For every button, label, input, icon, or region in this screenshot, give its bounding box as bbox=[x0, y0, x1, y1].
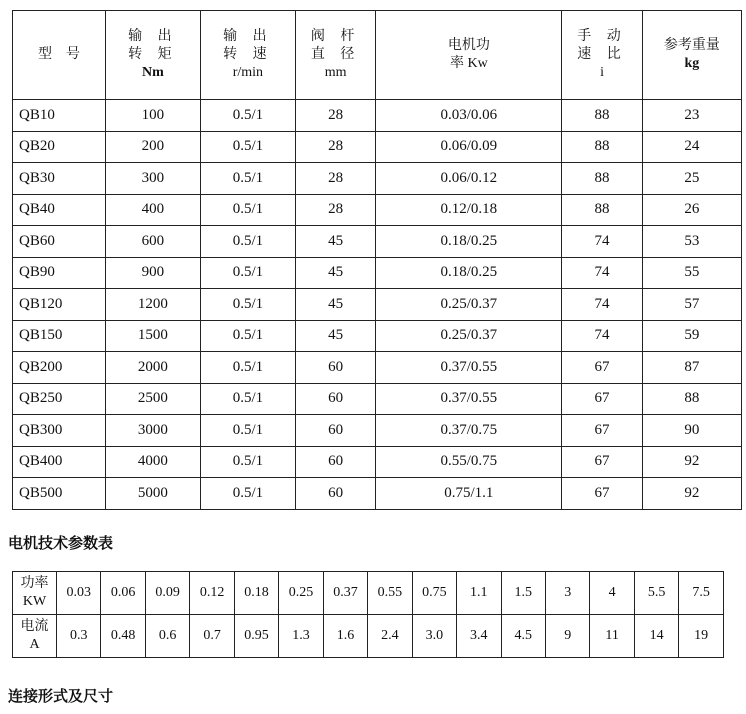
power-value-cell: 0.25 bbox=[279, 572, 323, 615]
cell-torque: 600 bbox=[105, 226, 200, 258]
cell-stem-diameter: 45 bbox=[295, 257, 376, 289]
current-value-cell: 11 bbox=[590, 615, 634, 658]
cell-motor-power: 0.06/0.09 bbox=[376, 131, 562, 163]
current-value-cell: 3.4 bbox=[457, 615, 501, 658]
cell-motor-power: 0.37/0.55 bbox=[376, 383, 562, 415]
power-value-cell: 0.75 bbox=[412, 572, 456, 615]
current-value-cell: 1.3 bbox=[279, 615, 323, 658]
cell-weight: 57 bbox=[642, 289, 741, 321]
cell-torque: 5000 bbox=[105, 478, 200, 510]
cell-model: QB30 bbox=[13, 163, 106, 195]
table-row bbox=[13, 257, 742, 289]
cell-speed: 0.5/1 bbox=[200, 257, 295, 289]
cell-manual-ratio: 67 bbox=[562, 383, 643, 415]
cell-stem-diameter: 60 bbox=[295, 383, 376, 415]
current-value-cell: 2.4 bbox=[368, 615, 412, 658]
cell-stem-diameter: 45 bbox=[295, 289, 376, 321]
cell-speed: 0.5/1 bbox=[200, 383, 295, 415]
motor-params-table bbox=[12, 571, 724, 658]
cell-manual-ratio: 67 bbox=[562, 352, 643, 384]
header-model: 型 号 bbox=[13, 11, 106, 100]
cell-model: QB250 bbox=[13, 383, 106, 415]
cell-torque: 2000 bbox=[105, 352, 200, 384]
cell-model: QB120 bbox=[13, 289, 106, 321]
cell-speed: 0.5/1 bbox=[200, 478, 295, 510]
cell-model: QB40 bbox=[13, 194, 106, 226]
power-row bbox=[13, 572, 724, 615]
cell-motor-power: 0.37/0.55 bbox=[376, 352, 562, 384]
cell-model: QB500 bbox=[13, 478, 106, 510]
cell-manual-ratio: 74 bbox=[562, 257, 643, 289]
table-row bbox=[13, 194, 742, 226]
cell-motor-power: 0.25/0.37 bbox=[376, 320, 562, 352]
cell-weight: 25 bbox=[642, 163, 741, 195]
current-value-cell: 9 bbox=[545, 615, 589, 658]
current-value-cell: 0.3 bbox=[57, 615, 101, 658]
spec-table-body bbox=[13, 100, 742, 510]
cell-motor-power: 0.18/0.25 bbox=[376, 257, 562, 289]
header-motor-power: 电机功 率 Kw bbox=[376, 11, 562, 100]
cell-speed: 0.5/1 bbox=[200, 131, 295, 163]
cell-torque: 1200 bbox=[105, 289, 200, 321]
cell-torque: 4000 bbox=[105, 446, 200, 478]
table-row bbox=[13, 446, 742, 478]
cell-motor-power: 0.55/0.75 bbox=[376, 446, 562, 478]
cell-speed: 0.5/1 bbox=[200, 352, 295, 384]
current-value-cell: 3.0 bbox=[412, 615, 456, 658]
cell-model: QB150 bbox=[13, 320, 106, 352]
cell-manual-ratio: 88 bbox=[562, 100, 643, 132]
current-value-cell: 0.95 bbox=[234, 615, 278, 658]
cell-motor-power: 0.18/0.25 bbox=[376, 226, 562, 258]
cell-manual-ratio: 67 bbox=[562, 446, 643, 478]
cell-torque: 3000 bbox=[105, 415, 200, 447]
cell-manual-ratio: 88 bbox=[562, 131, 643, 163]
cell-manual-ratio: 67 bbox=[562, 478, 643, 510]
current-value-cell: 1.6 bbox=[323, 615, 367, 658]
cell-speed: 0.5/1 bbox=[200, 446, 295, 478]
cell-weight: 90 bbox=[642, 415, 741, 447]
table-row bbox=[13, 383, 742, 415]
cell-speed: 0.5/1 bbox=[200, 320, 295, 352]
cell-manual-ratio: 67 bbox=[562, 415, 643, 447]
cell-weight: 26 bbox=[642, 194, 741, 226]
cell-stem-diameter: 28 bbox=[295, 100, 376, 132]
cell-stem-diameter: 28 bbox=[295, 163, 376, 195]
cell-speed: 0.5/1 bbox=[200, 163, 295, 195]
cell-speed: 0.5/1 bbox=[200, 100, 295, 132]
cell-stem-diameter: 28 bbox=[295, 194, 376, 226]
power-value-cell: 7.5 bbox=[679, 572, 724, 615]
power-value-cell: 0.18 bbox=[234, 572, 278, 615]
power-value-cell: 0.03 bbox=[57, 572, 101, 615]
cell-stem-diameter: 45 bbox=[295, 320, 376, 352]
header-reference-weight: 参考重量 kg bbox=[642, 11, 741, 100]
actuator-spec-table bbox=[12, 10, 742, 510]
cell-weight: 53 bbox=[642, 226, 741, 258]
power-value-cell: 4 bbox=[590, 572, 634, 615]
cell-weight: 59 bbox=[642, 320, 741, 352]
cell-manual-ratio: 74 bbox=[562, 320, 643, 352]
cell-weight: 88 bbox=[642, 383, 741, 415]
connection-dims-title: 连接形式及尺寸 bbox=[8, 687, 114, 705]
power-value-cell: 0.37 bbox=[323, 572, 367, 615]
cell-motor-power: 0.03/0.06 bbox=[376, 100, 562, 132]
table-row bbox=[13, 163, 742, 195]
current-value-cell: 14 bbox=[634, 615, 678, 658]
power-label: 功率 KW bbox=[13, 572, 57, 615]
power-value-cell: 1.1 bbox=[457, 572, 501, 615]
motor-params-title: 电机技术参数表 bbox=[8, 534, 114, 552]
cell-motor-power: 0.37/0.75 bbox=[376, 415, 562, 447]
power-value-cell: 0.55 bbox=[368, 572, 412, 615]
header-output-torque: 输 出 转 矩 Nm bbox=[105, 11, 200, 100]
table-row bbox=[13, 226, 742, 258]
cell-stem-diameter: 28 bbox=[295, 131, 376, 163]
cell-motor-power: 0.75/1.1 bbox=[376, 478, 562, 510]
cell-stem-diameter: 60 bbox=[295, 478, 376, 510]
power-value-cell: 1.5 bbox=[501, 572, 545, 615]
current-value-cell: 0.48 bbox=[101, 615, 145, 658]
cell-motor-power: 0.06/0.12 bbox=[376, 163, 562, 195]
cell-motor-power: 0.12/0.18 bbox=[376, 194, 562, 226]
cell-speed: 0.5/1 bbox=[200, 226, 295, 258]
cell-torque: 400 bbox=[105, 194, 200, 226]
table-row bbox=[13, 478, 742, 510]
cell-manual-ratio: 88 bbox=[562, 194, 643, 226]
cell-torque: 2500 bbox=[105, 383, 200, 415]
cell-speed: 0.5/1 bbox=[200, 194, 295, 226]
cell-stem-diameter: 45 bbox=[295, 226, 376, 258]
current-row bbox=[13, 615, 724, 658]
table-row bbox=[13, 352, 742, 384]
cell-model: QB400 bbox=[13, 446, 106, 478]
cell-weight: 55 bbox=[642, 257, 741, 289]
power-value-cell: 5.5 bbox=[634, 572, 678, 615]
cell-model: QB60 bbox=[13, 226, 106, 258]
cell-weight: 92 bbox=[642, 478, 741, 510]
power-value-cell: 0.06 bbox=[101, 572, 145, 615]
cell-weight: 92 bbox=[642, 446, 741, 478]
table-row bbox=[13, 100, 742, 132]
cell-motor-power: 0.25/0.37 bbox=[376, 289, 562, 321]
power-value-cell: 0.12 bbox=[190, 572, 234, 615]
cell-weight: 87 bbox=[642, 352, 741, 384]
current-value-cell: 0.6 bbox=[145, 615, 189, 658]
power-value-cell: 3 bbox=[545, 572, 589, 615]
cell-weight: 23 bbox=[642, 100, 741, 132]
cell-weight: 24 bbox=[642, 131, 741, 163]
cell-torque: 100 bbox=[105, 100, 200, 132]
power-value-cell: 0.09 bbox=[145, 572, 189, 615]
table-row bbox=[13, 415, 742, 447]
table-row bbox=[13, 320, 742, 352]
cell-stem-diameter: 60 bbox=[295, 446, 376, 478]
table-row bbox=[13, 131, 742, 163]
current-value-cell: 0.7 bbox=[190, 615, 234, 658]
cell-model: QB90 bbox=[13, 257, 106, 289]
cell-stem-diameter: 60 bbox=[295, 415, 376, 447]
cell-model: QB300 bbox=[13, 415, 106, 447]
cell-torque: 200 bbox=[105, 131, 200, 163]
cell-manual-ratio: 74 bbox=[562, 289, 643, 321]
current-value-cell: 19 bbox=[679, 615, 724, 658]
current-label: 电流 A bbox=[13, 615, 57, 658]
cell-speed: 0.5/1 bbox=[200, 415, 295, 447]
spec-table-header bbox=[13, 11, 742, 100]
cell-stem-diameter: 60 bbox=[295, 352, 376, 384]
current-value-cell: 4.5 bbox=[501, 615, 545, 658]
cell-model: QB10 bbox=[13, 100, 106, 132]
cell-manual-ratio: 88 bbox=[562, 163, 643, 195]
cell-model: QB20 bbox=[13, 131, 106, 163]
cell-torque: 900 bbox=[105, 257, 200, 289]
cell-manual-ratio: 74 bbox=[562, 226, 643, 258]
cell-model: QB200 bbox=[13, 352, 106, 384]
header-output-speed: 输 出 转 速 r/min bbox=[200, 11, 295, 100]
header-manual-ratio: 手 动 速 比 i bbox=[562, 11, 643, 100]
cell-torque: 1500 bbox=[105, 320, 200, 352]
header-stem-diameter: 阀 杆 直 径 mm bbox=[295, 11, 376, 100]
table-row bbox=[13, 289, 742, 321]
cell-torque: 300 bbox=[105, 163, 200, 195]
cell-speed: 0.5/1 bbox=[200, 289, 295, 321]
